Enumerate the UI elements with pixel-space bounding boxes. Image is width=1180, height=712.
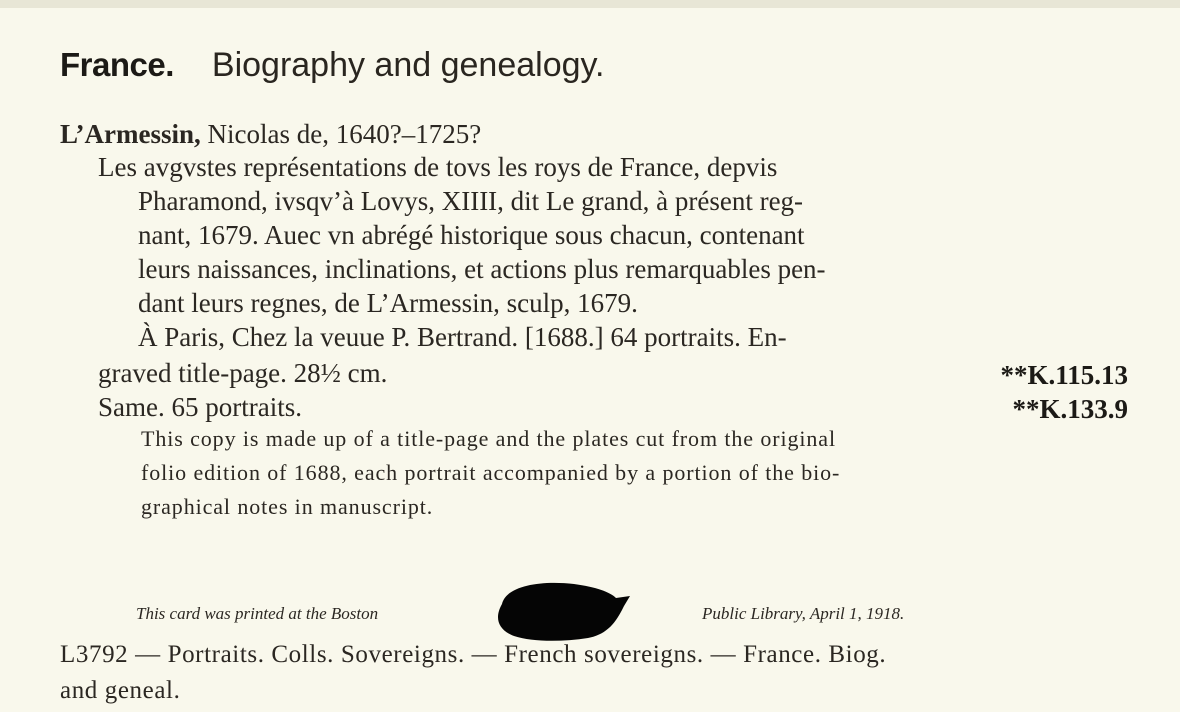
imprint-line-2: graved title-page. 28½ cm. (98, 358, 388, 388)
imprint-line-1: À Paris, Chez la veuue P. Bertrand. [1688.] 64 portraits. En- (138, 322, 787, 352)
title-line-3: nant, 1679. Auec vn abrégé historique sous chacun, contenant (138, 220, 805, 250)
author-entry (60, 119, 481, 150)
call-number-2: **K.133.9 (1012, 394, 1128, 424)
printer-note-left: This card was printed at the Boston (136, 604, 379, 623)
title-line-2: Pharamond, ivsqv’à Lovys, XIIII, dit Le grand, à présent reg- (138, 186, 804, 216)
subject-subdivision: Biography and genealogy. (211, 46, 605, 84)
tracing-line-2: and geneal. (60, 677, 181, 704)
author-name: L’Armessin, (60, 119, 201, 149)
printer-note-right: Public Library, April 1, 1918. (702, 604, 905, 623)
subject-label: France. (60, 46, 174, 83)
title-line-4: leurs naissances, inclinations, et actions plus remarquables pen- (138, 254, 826, 284)
title-line-1: Les avgvstes représentations de tovs les roys de France, depvis (98, 152, 778, 182)
note-line-1: This copy is made up of a title-page and the plates cut from the original (141, 426, 836, 451)
call-number-1: **K.115.13 (1000, 360, 1128, 390)
redaction-blot (492, 578, 632, 644)
card-top-edge (0, 0, 1180, 8)
author-dates: Nicolas de, 1640?–1725? (207, 119, 482, 149)
note-line-2: folio edition of 1688, each portrait accompanied by a portion of the bio- (141, 460, 841, 485)
note-line-3: graphical notes in manuscript. (141, 494, 434, 519)
title-line-5: dant leurs regnes, de L’Armessin, sculp, 1679. (138, 288, 638, 318)
subject-heading (60, 46, 604, 85)
tracing-line-1: L3792 — Portraits. Colls. Sovereigns. — French sovereigns. — France. Biog. (60, 641, 887, 668)
same-edition-line: Same. 65 portraits. (98, 392, 302, 422)
